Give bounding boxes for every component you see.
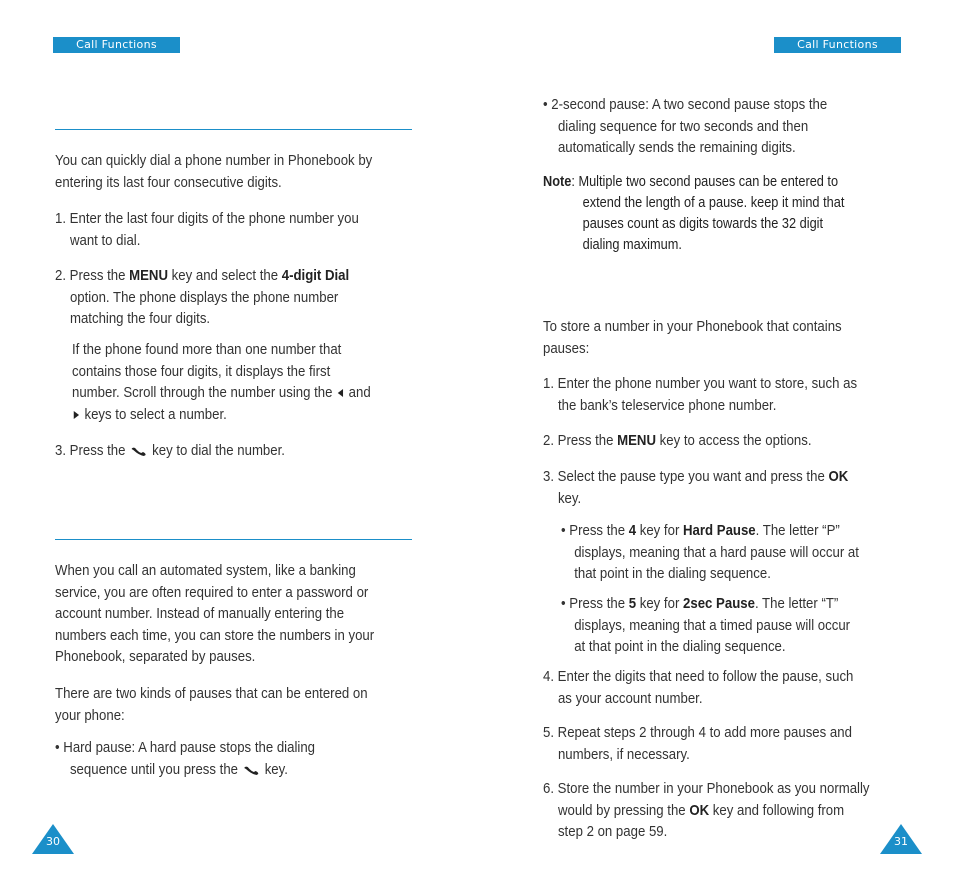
- store-step-3: 3. Select the pause type you want and press the OK key.: [543, 468, 849, 507]
- hard-pause-bullet: • Hard pause: A hard pause stops the dialing sequence until you press the key.: [55, 739, 315, 778]
- store-step-2: 2. Press the MENU key to access the options.: [543, 432, 812, 449]
- send-key-icon: [129, 445, 148, 457]
- page-number-right: 31: [880, 824, 922, 854]
- left-arrow-icon: [336, 388, 345, 398]
- step-2: 2. Press the MENU key and select the 4-digit Dial option. The phone displays the phone number matching the four digits.: [55, 267, 350, 327]
- send-key-icon: [242, 764, 261, 776]
- page-number-left: 30: [32, 824, 74, 854]
- hard-pause-option: • Press the 4 key for Hard Pause. The letter “P” displays, meaning that a hard pause will occur at that point in the dialing sequence.: [561, 522, 859, 582]
- pause-intro-paragraph: When you call an automated system, like a banking service, you are often required to enter a password or account number. Instead of manually entering the numbers each time, you can store the numbers in your Phonebook, separated by pauses.: [55, 562, 375, 665]
- pause-note: Note: Multiple two second pauses can be entered to extend the length of a pause. keep it mind that pauses count as digits towards the 32 digit dialing maximum.: [543, 174, 845, 253]
- store-intro: To store a number in your Phonebook that contains pauses:: [543, 318, 842, 357]
- timed-pause-option: • Press the 5 key for 2sec Pause. The letter “T” displays, meaning that a timed pause will occur at that point in the dialing sequence.: [561, 595, 851, 655]
- step-1: 1. Enter the last four digits of the phone number you want to dial.: [55, 210, 359, 249]
- store-step-4: 4. Enter the digits that need to follow the pause, such as your account number.: [543, 668, 854, 707]
- step-3: 3. Press the key to dial the number.: [55, 442, 285, 459]
- store-step-5: 5. Repeat steps 2 through 4 to add more pauses and numbers, if necessary.: [543, 724, 852, 763]
- two-second-pause-bullet: • 2-second pause: A two second pause stops the dialing sequence for two seconds and then automatically sends the remaining digits.: [543, 96, 828, 156]
- pause-kinds-paragraph: There are two kinds of pauses that can be entered on your phone:: [55, 685, 368, 724]
- header-tab-right: Call Functions: [774, 37, 901, 53]
- store-step-6: 6. Store the number in your Phonebook as you normally would by pressing the OK key and following from step 2 on page 59.: [543, 780, 870, 840]
- section-rule-2: [55, 539, 412, 540]
- section-rule-1: [55, 129, 412, 130]
- store-step-1: 1. Enter the phone number you want to store, such as the bank’s teleservice phone number.: [543, 375, 858, 414]
- header-tab-left: Call Functions: [53, 37, 180, 53]
- intro-paragraph: You can quickly dial a phone number in Phonebook by entering its last four consecutive digits.: [55, 152, 373, 191]
- right-arrow-icon: [72, 410, 81, 420]
- multiple-match-note: If the phone found more than one number that contains those four digits, it displays the first number. Scroll through the number using the and keys to select a number.: [72, 341, 371, 423]
